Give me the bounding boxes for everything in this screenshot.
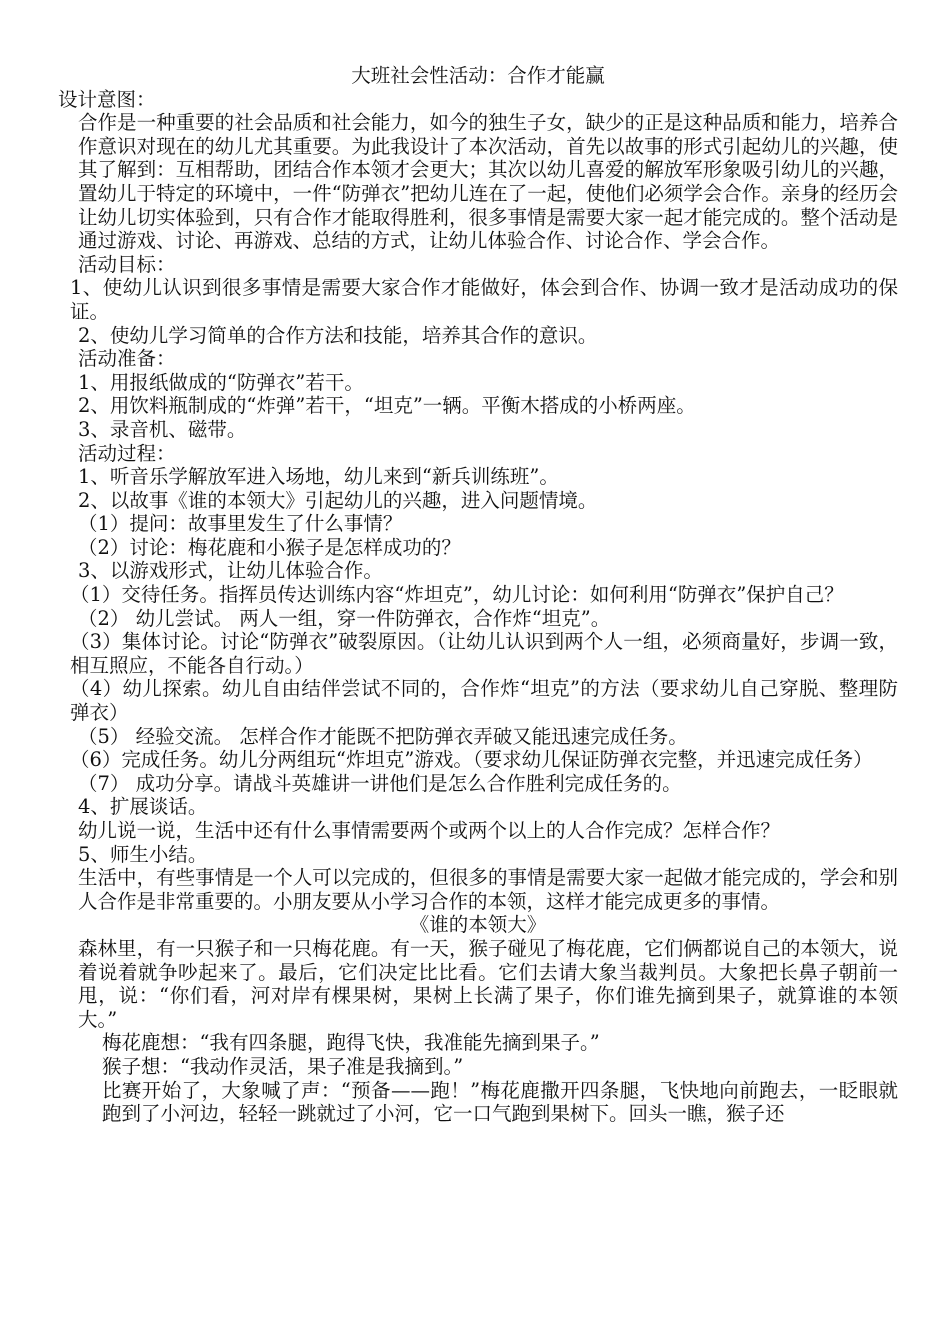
process-step-4-body: 幼儿说一说，生活中还有什么事情需要两个或两个以上的人合作完成？怎样合作？: [78, 819, 781, 842]
document-title: 大班社会性活动：合作才能赢: [351, 64, 605, 87]
story-paragraph-1: 森林里，有一只猴子和一只梅花鹿。有一天，猴子碰见了梅花鹿，它们俩都说自己的本领大，说着说着就争吵起来了。最后，它们决定比比看。它们去请大象当裁判员。大象把长鼻子朝前一甩，说：“你们看，河对岸有棵果树，果树上长满了果子，你们谁先摘到果子，就算谁的本领大。”: [78, 936, 898, 1031]
story-paragraph-2: 梅花鹿想：“我有四条腿，跑得飞快，我准能先摘到果子。”: [102, 1031, 600, 1055]
process-step-5: 5、师生小结。: [78, 842, 208, 866]
process-step-2: 2、以故事《谁的本领大》引起幼儿的兴趣，进入问题情境。: [78, 488, 598, 512]
story-title: 《谁的本领大》: [409, 913, 547, 937]
process-step-1: 1、听音乐学解放军进入场地，幼儿来到“新兵训练班”。: [78, 465, 559, 489]
process-step-3-sub-1: （1）交待任务。指挥员传达训练内容“炸坦克”，幼儿讨论：如何利用“防弹衣”保护自己？: [70, 583, 844, 607]
prep-heading: 活动准备：: [78, 347, 176, 371]
goal-item-1: 1、使幼儿认识到很多事情是需要大家合作才能做好，体会到合作、协调一致才是活动成功的保证。: [70, 276, 898, 323]
design-paragraph: 合作是一种重要的社会品质和社会能力，如今的独生子女，缺少的正是这种品质和能力，培养合作意识对现在的幼儿尤其重要。为此我设计了本次活动，首先以故事的形式引起幼儿的兴趣，使其了解到：互相帮助，团结合作本领才会更大；其次以幼儿喜爱的解放军形象吸引幼儿的兴趣，置幼儿于特定的环境中，一件“防弹衣”把幼儿连在了一起，使他们必须学会合作。亲身的经历会让幼儿切实体验到，只有合作才能取得胜利，很多事情是需要大家一起才能完成的。整个活动是通过游戏、讨论、再游戏、总结的方式，让幼儿体验合作、讨论合作、学会合作。: [78, 111, 898, 253]
process-step-3-sub-5: （5） 经验交流。 怎样合作才能既不把防弹衣弄破又能迅速完成任务。: [78, 724, 688, 748]
story-paragraph-3: 猴子想：“我动作灵活，果子准是我摘到。”: [102, 1054, 464, 1078]
process-heading: 活动过程：: [78, 441, 176, 465]
process-step-3-sub-2: （2） 幼儿尝试。 两人一组，穿一件防弹衣，合作炸“坦克”。: [78, 606, 611, 630]
process-step-3-sub-3: （3）集体讨论。讨论“防弹衣”破裂原因。（让幼儿认识到两个人一组，必须商量好，步调一致，相互照应，不能各自行动。）: [70, 630, 898, 677]
prep-item-2: 2、用饮料瓶制成的“炸弹”若干，“坦克”一辆。平衡木搭成的小桥两座。: [78, 394, 696, 418]
process-step-5-body: 生活中，有些事情是一个人可以完成的，但很多的事情是需要大家一起做才能完成的，学会和别人合作是非常重要的。小朋友要从小学习合作的本领，这样才能完成更多的事情。: [78, 866, 898, 913]
process-step-3-sub-7: （7） 成功分享。请战斗英雄讲一讲他们是怎么合作胜利完成任务的。: [78, 771, 682, 795]
prep-item-1: 1、用报纸做成的“防弹衣”若干。: [78, 370, 364, 394]
process-step-3: 3、以游戏形式，让幼儿体验合作。: [78, 559, 383, 583]
process-step-3-sub-4: （4）幼儿探索。幼儿自由结伴尝试不同的，合作炸“坦克”的方法（要求幼儿自己穿脱、整理防弹衣）: [70, 677, 898, 725]
process-step-3-sub-6: （6）完成任务。幼儿分两组玩“炸坦克”游戏。（要求幼儿保证防弹衣完整，并迅速完成任务）: [70, 748, 873, 772]
process-step-2-question-1: （1）提问：故事里发生了什么事情？: [78, 512, 403, 536]
prep-item-3: 3、录音机、磁带。: [78, 417, 247, 441]
document-page: [58, 64, 898, 1126]
goal-item-2: 2、使幼儿学习简单的合作方法和技能，培养其合作的意识。: [78, 323, 598, 347]
design-heading: 设计意图：: [58, 87, 156, 111]
story-paragraph-4: 比赛开始了，大象喊了声：“预备——跑！”梅花鹿撒开四条腿，飞快地向前跑去，一眨眼就跑到了小河边，轻轻一跳就过了小河，它一口气跑到果树下。回头一瞧，猴子还: [102, 1078, 898, 1126]
process-step-2-question-2: （2）讨论：梅花鹿和小猴子是怎样成功的？: [78, 535, 461, 559]
goals-heading: 活动目标：: [78, 252, 176, 276]
process-step-4: 4、扩展谈话。: [78, 795, 208, 819]
